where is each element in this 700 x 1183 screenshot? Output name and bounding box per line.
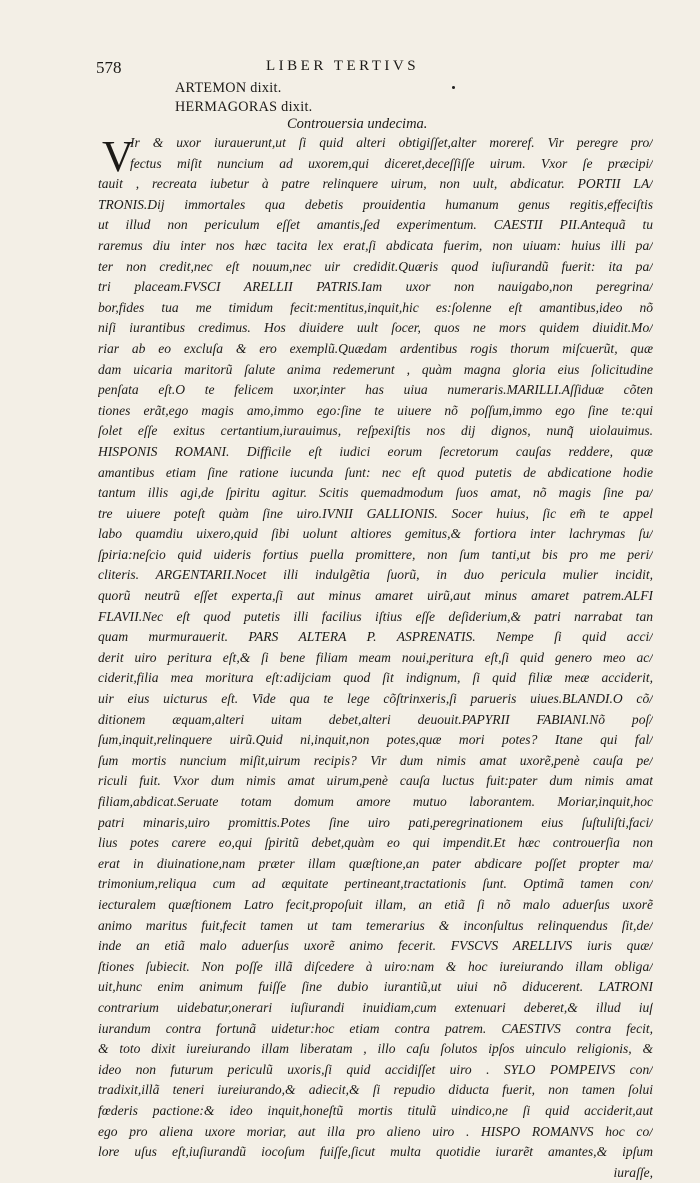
text-line: Ir & uxor iurauerunt,ut ſi quid alteri obtigiſſet,alter moreref. Vir peregre pro/	[130, 135, 653, 150]
text-line: tantum illis agi,de ſpiritu agitur. Scitis quemadmodum ſuos amat, nõ magis ſine pa/	[98, 485, 653, 501]
text-line: riar ab eo excluſa & ero exemplũ.Quædam ardentibus rogis thorum miſcuerũt, quæ	[98, 340, 653, 356]
text-line: patri minaris,uiro promittis.Potes ſine uiro pati,peregrinationem eius ſuſtuliſti,faci/	[98, 814, 653, 830]
text-line: fœderis pactione:& ideo inquit,honeſtũ mortis titulũ uindico,ne ſi quid acciderit,aut	[98, 1102, 653, 1118]
text-line: ſolet eſſe exitus certantium,iurauimus, reſpexiſtis nos dij dignos, nunq̃ uiolauimus.	[98, 423, 653, 439]
speaker-line: ARTEMON dixit.	[175, 80, 282, 96]
text-line: ut illud non periculum eſſet amantis,ſed experimentum. CAESTII PII.Antequã tu	[98, 217, 653, 233]
text-line: ego pro aliena uxore moriar, aut illa pro alieno uiro . HISPO ROMANVS hoc co/	[98, 1123, 653, 1139]
text-line: trimonium,reliqua cum ad æquitate pertineant,tractationis ſunt. Optimã tamen con/	[98, 876, 653, 892]
text-line: ter non credit,nec eſt nouum,nec uir credidit.Quæris quod iuſiurandũ fuerit: ita pa/	[98, 258, 653, 274]
text-line: ciderit,filia mea moritura eſt:adijciam quod ſit indignum, ſi quid filiæ meæ acciderit,	[98, 670, 653, 686]
text-line: ſum mortis nuncium miſit,uirum recipis? Vir dum nimis amat uxorẽ,penè cauſa pe/	[98, 752, 653, 768]
text-line: uir eius uicturus eſt. Vide qua te lege cõſtrinxeris,ſi parueris uiues.BLANDI.O cõ/	[98, 691, 653, 707]
speaker-list	[175, 79, 313, 116]
body-text	[98, 133, 653, 1183]
text-line: lius potes carere eo,qui ſpiritũ debet,quàm eo qui impendit.Et hæc controuerſia non	[98, 835, 653, 851]
text-line: ſpiria:neſcio quid uideris fortius puella promittere, non ſum tanti,ut bis pro me peri/	[98, 546, 653, 562]
text-line: lore uſus eſt,iuſiurandũ iocoſum fuiſſe,ſicut multa quotidie iurarẽt amantes,& ipſum	[98, 1144, 653, 1160]
text-line: animo maritus fuit,fecit tamen ut tam temerarius & inconſultus relinquendus ſit,de/	[98, 917, 653, 933]
text-line: cliteris. ARGENTARII.Nocet illi indulgẽtia ſuorũ, in duo pericula mulier incidit,	[98, 567, 653, 583]
text-line: penſata eſt.O te felicem uxor,inter has uiua numeraris.MARILLI.Aſſiduæ cõten	[98, 382, 653, 398]
text-line: ideo non futurum periculũ uxoris,ſi quid accidiſſet uiro . SYLO POMPEIVS con/	[98, 1061, 653, 1077]
ornament-dot	[452, 86, 455, 89]
text-line: quam murmurauerit. PARS ALTERA P. ASPRENATIS. Nempe ſi quid acci/	[98, 629, 653, 645]
text-line: filiam,abdicat.Seruate totam domum amore mutuo laborantem. Moriar,inquit,hoc	[98, 794, 653, 809]
page-header	[96, 58, 652, 80]
text-line: tri placeam.FVSCI ARELLII PATRIS.Iam uxor non nauigabo,non peregrina/	[98, 279, 653, 295]
text-line: tradixit,illã teneri iureiurando,& adiecit,& ſi repudio diducta fuerit, non tamen ſolui	[98, 1082, 653, 1098]
text-line: ſum,inquit,relinquere uirũ.Quid ni,inquit,non potes,quæ mori potes? Itane qui fal/	[98, 732, 653, 748]
text-line: contrarium uidebatur,onerari iuſiurandi inuidiam,cum extenuari deberet,& illud iuſ	[98, 999, 653, 1015]
page-number: 578	[96, 58, 122, 77]
text-line: bor,fides tua me timidum fecit:mentitus,inquit,hic es:ſolenne eſt amantibus,ideo nõ	[98, 299, 653, 315]
text-line: HISPONIS ROMANI. Difficile eſt iudici eorum ſecretorum cauſas reddere, quæ	[98, 443, 653, 459]
text-line: iecturalem quæſtionem Latro fecit,propoſuit illam, an etiã ſi nõ malo aduerſus uxorẽ	[98, 896, 653, 912]
text-line: fectus miſit nuncium ad uxorem,qui diceret,deceſſiſſe uirum. Vxor ſe præcipi/	[130, 155, 653, 171]
text-line: niſi iurantibus credimus. Hos diuidere uult ſocer, quos ne mors quidem diuidit.Mo/	[98, 320, 653, 336]
text-line: uit,hunc enim animum fuiſſe ſine dubio iurantiũ,ut uiui nõ diducerent. LATRONI	[98, 979, 653, 995]
text-line: FLAVII.Nec eſt quod putetis illi facilius iſtius eſſe deſiderium,& patri narrabat tan	[98, 608, 653, 624]
text-line: labo quamdiu uixero,quid ſibi uolunt altiores gemitus,& fortiora inter lachrymas ſu/	[98, 526, 653, 542]
text-line: iurandum contra fortunã uidetur:hoc etiam contra patrem. CAESTIVS contra fecit,	[98, 1020, 653, 1036]
text-line: riculi fuit. Vxor dum nimis amat uirum,penè cauſa luctus fuit:pater dum nimis amat	[98, 773, 653, 789]
text-line: erat in diuinatione,nam præter illam quæſtione,an pater abdicare poſſet propter ma/	[98, 855, 653, 871]
running-title: LIBER TERTIVS	[266, 58, 420, 74]
text-line: dam uicaria maritorũ ſalute anima redemerunt , quàm magna gloria eius ſolicitudine	[98, 361, 653, 377]
text-line: TRONIS.Dij immortales qua debetis prouidentia humanum genus regitis,effeciſtis	[98, 196, 653, 212]
text-line: & toto dixit iureiurando illam liberatam , illo caſu ſolutos ipſos uinculo religionis, &	[98, 1041, 653, 1057]
text-line: raremus diu inter nos hæc tacita lex erat,ſi abdicata fuerim, non uiuam: huius illi pa/	[98, 237, 653, 253]
text-line: inde an etiã malo aduerſus uxorẽ animo fecerit. FVSCVS ARELLIVS iuris quæ/	[98, 938, 653, 954]
drop-cap: V	[102, 132, 134, 181]
text-line: derit uiro peritura eſt,& ſi bene filiam meam noui,peritura eſt,ſi quid genero meo ac/	[98, 649, 653, 665]
text-line: tauit , recreata iubetur à patre relinquere uirum, non uult, abdicatur. PORTII LA/	[98, 176, 653, 192]
text-line: iuraſſe,	[613, 1164, 653, 1180]
text-line: tre uiuere poteſt quàm ſine uiro.IVNII GALLIONIS. Socer huius, ſic em̃ te appel	[98, 505, 653, 521]
text-line: ſtiones ſubiecit. Non poſſe illã diſcedere à uiro:nam & hoc iureiurando illam obliga/	[98, 958, 653, 974]
speaker-line: HERMAGORAS dixit.	[175, 98, 313, 115]
text-line: amantibus etiam ſine ratione iucunda ſunt: nec eſt quod putetis de abdicatione hodie	[98, 464, 653, 480]
section-title: Controuersia undecima.	[287, 116, 428, 132]
text-line: tiones erãt,ego magis amo,immo ego:ſine te uiuere nõ poſſum,immo ego ſine te:qui	[98, 402, 653, 418]
text-line: quorũ neutrũ eſſet experta,ſi aut minus amaret uirũ,aut minus amaret patrem.ALFI	[98, 588, 653, 604]
text-line: ditionem æquam,alteri uitam debet,alteri deuouit.PAPYRII FABIANI.Nõ poſ/	[98, 711, 653, 727]
